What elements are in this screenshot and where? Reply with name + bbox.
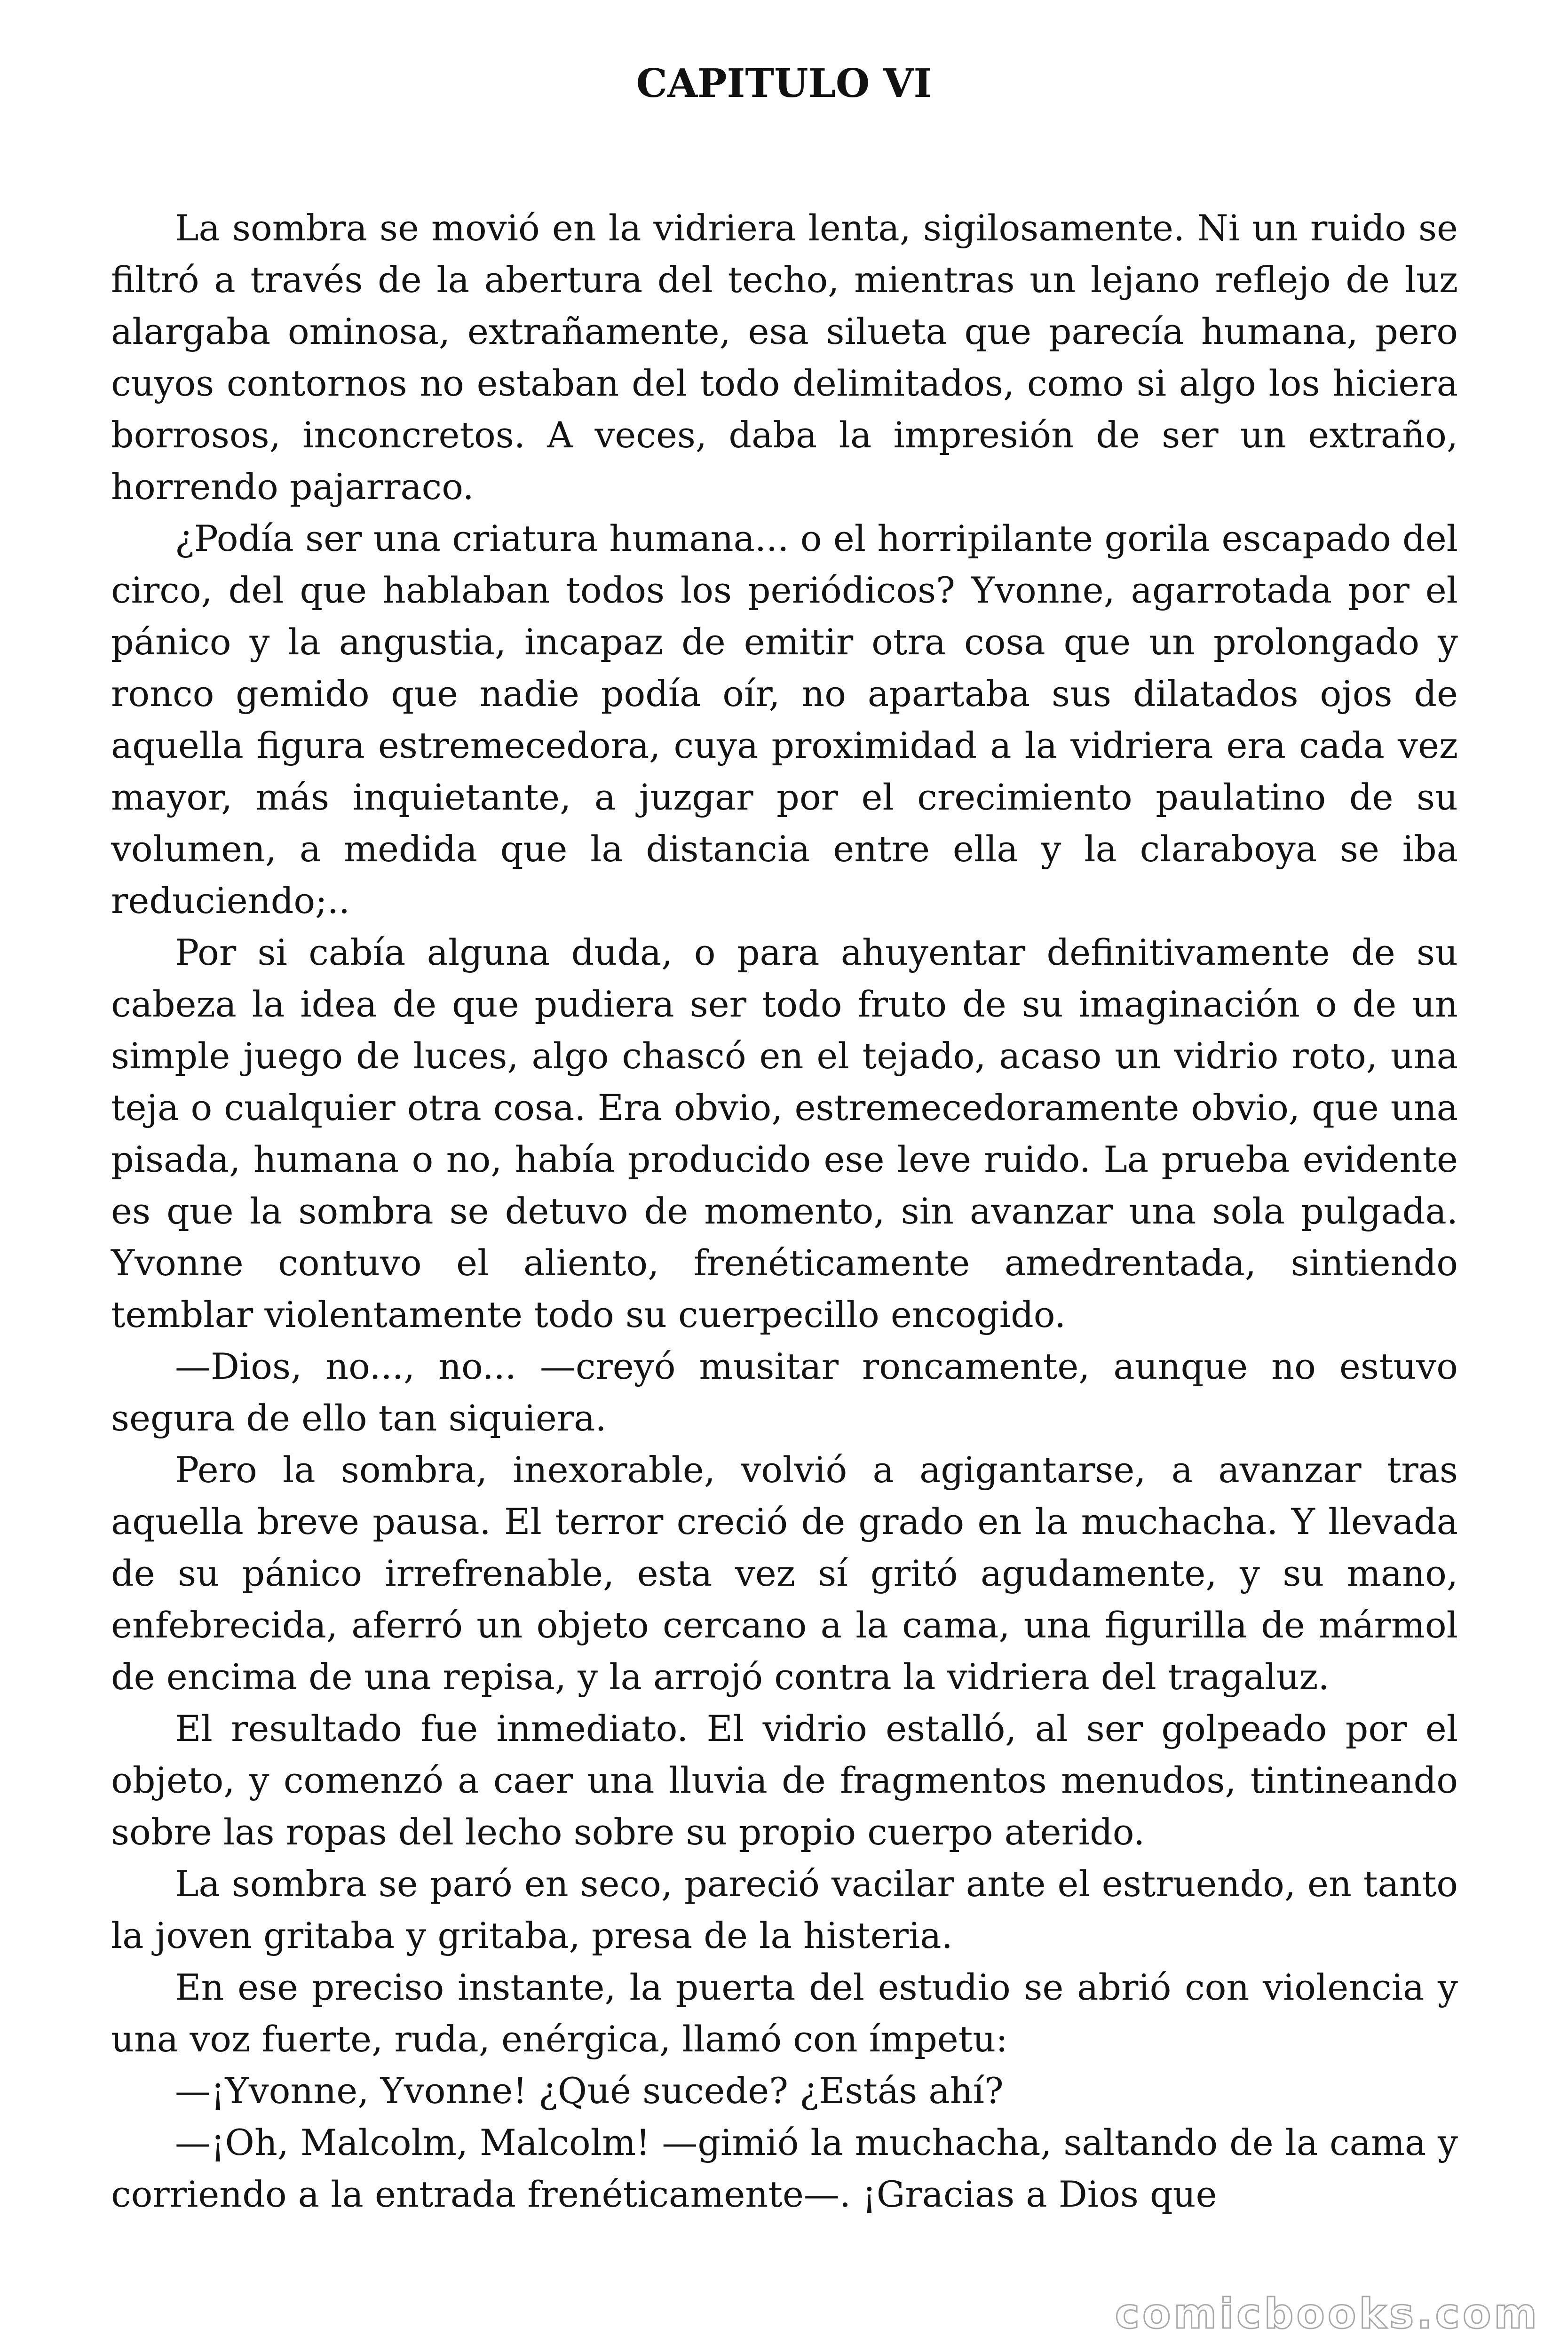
chapter-body [111,202,1458,2220]
paragraph: La sombra se paró en seco, pareció vacilar ante el estruendo, en tanto la joven gritaba y gritaba, presa de la histeria. [111,1863,1458,1956]
watermark: comicbooks.com [1115,2289,1540,2338]
paragraph: —¡Oh, Malcolm, Malcolm! —gimió la muchacha, saltando de la cama y corriendo a la entrada frenéticamente—. ¡Gracias a Dios que [111,2122,1458,2215]
paragraph: —Dios, no..., no... —creyó musitar roncamente, aunque no estuvo segura de ello tan siquiera. [111,1345,1458,1439]
paragraph: La sombra se movió en la vidriera lenta, sigilosamente. Ni un ruido se filtró a través de la abertura del techo, mientras un lejano reflejo de luz alargaba ominosa, extrañamente, esa silueta que parecía humana, pero cuyos contornos no estaban del todo delimitados, como si algo los hiciera borrosos, inconcretos. A veces, daba la impresión de ser un extraño, horrendo pajarraco. [111,207,1458,508]
paragraph: —¡Yvonne, Yvonne! ¿Qué sucede? ¿Estás ahí? [175,2070,1004,2112]
paragraph: En ese preciso instante, la puerta del estudio se abrió con violencia y una voz fuerte, ruda, enérgica, llamó con ímpetu: [111,1966,1458,2060]
paragraph: Pero la sombra, inexorable, volvió a agigantarse, a avanzar tras aquella breve pausa. El terror creció de grado en la muchacha. Y llevada de su pánico irrefrenable, esta vez sí gritó agudamente, y su mano, enfebrecida, aferró un objeto cercano a la cama, una figurilla de mármol de encima de una repisa, y la arrojó contra la vidriera del tragaluz. [111,1449,1458,1698]
paragraph: Por si cabía alguna duda, o para ahuyentar definitivamente de su cabeza la idea de que pudiera ser todo fruto de su imaginación o de un simple juego de luces, algo chascó en el tejado, acaso un vidrio roto, una teja o cualquier otra cosa. Era obvio, estremecedoramente obvio, que una pisada, humana o no, había producido ese leve ruido. La prueba evidente es que la sombra se detuvo de momento, sin avanzar una sola pulgada. Yvonne contuvo el aliento, frenéticamente amedrentada, sintiendo temblar violentamente todo su cuerpecillo encogido. [111,931,1458,1335]
paragraph: El resultado fue inmediato. El vidrio estalló, al ser golpeado por el objeto, y comenzó a caer una lluvia de fragmentos menudos, tintineando sobre las ropas del lecho sobre su propio cuerpo aterido. [111,1708,1458,1853]
paragraph: ¿Podía ser una criatura humana... o el horripilante gorila escapado del circo, del que hablaban todos los periódicos? Yvonne, agarrotada por el pánico y la angustia, incapaz de emitir otra cosa que un prolongado y ronco gemido que nadie podía oír, no apartaba sus dilatados ojos de aquella figura estremecedora, cuya proximidad a la vidriera era cada vez mayor, más inquietante, a juzgar por el crecimiento paulatino de su volumen, a medida que la distancia entre ella y la claraboya se iba reduciendo;.. [111,517,1458,922]
chapter-title: CAPITULO VI [636,60,932,106]
